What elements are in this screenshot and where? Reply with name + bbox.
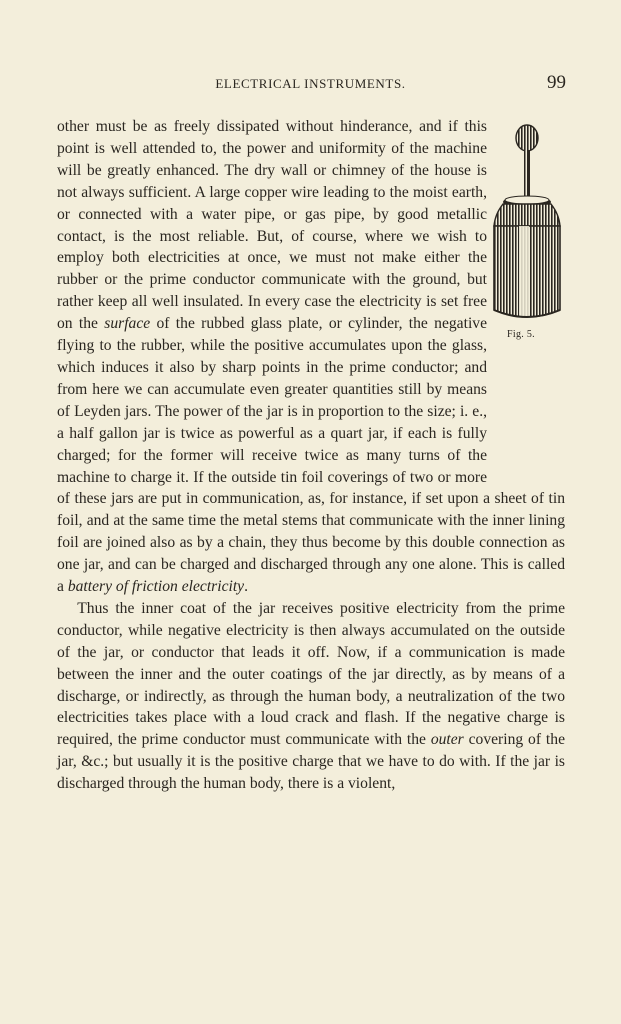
page-header <box>0 72 621 98</box>
leyden-jar-illustration <box>491 122 561 327</box>
paragraph-2 <box>57 598 565 795</box>
text-run: of the rubbed glass plate, or cylinder, the negative flying to the rubber, while the positive accumulates upon the glass, which induces it also by sharp points in the prime conductor; and from here we can accumulate even greater quantities still by means of Leyden jars. The power of the jar is in proportion to the size; i. e., a half gallon jar is twice as powerful as a quart jar, if each is fully charged; for the former will receive twice as many turns of the machine to charge it. If the outside tin foil coverings of two or more of these jars are put in communication, as, for instance, if set upon a sheet of tin foil, and at the same time the metal stems that communicate with the inner lining foil are joined also as by a chain, they thus become by this double connection as one jar, and can be charged and discharged through any one alone. This is called a <box>57 315 565 596</box>
figure-caption: Fig. 5. <box>507 329 535 340</box>
italic-text: surface <box>104 315 151 333</box>
text-run: covering of the jar, &c.; but usually it is the positive charge that we have to do with. If the jar is discharged through the human body, there is a violent, <box>57 731 565 793</box>
text-run: Thus the inner coat of the jar receives positive electricity from the prime conductor, while negative electricity is then always accumulated on the outside of the jar, or conductor that leads it off. Now, if a communication is made between the inner and the outer coatings of the jar directly, as by means of a discharge, or indirectly, as through the human body, a neutralization of the two electricities takes place with a loud crack and flash. If the negative charge is required, the prime conductor must communicate with the <box>57 599 565 749</box>
italic-text: outer <box>430 731 464 749</box>
text-run: other must be as freely dissipated without hinderance, and if this point is well attended to, the power and uniformity of the machine will be greatly enhanced. The dry wall or chimney of the house is not always sufficient. A large copper wire leading to the moist earth, or connected with a water pipe, or gas pipe, by good metallic contact, is the most reliable. But, of course, where we wish to employ both electricities at once, we must not make either the rubber or the prime conductor communicate with the ground, but rather keep all well insulated. In every case the electricity is set free on the <box>57 118 487 333</box>
body-text <box>57 116 565 795</box>
leyden-jar-figure <box>477 116 565 468</box>
page-number: 99 <box>547 72 566 93</box>
text-run: . <box>244 578 248 596</box>
running-head: ELECTRICAL INSTRUMENTS. <box>215 76 406 91</box>
italic-text: battery of friction electricity <box>67 578 245 596</box>
